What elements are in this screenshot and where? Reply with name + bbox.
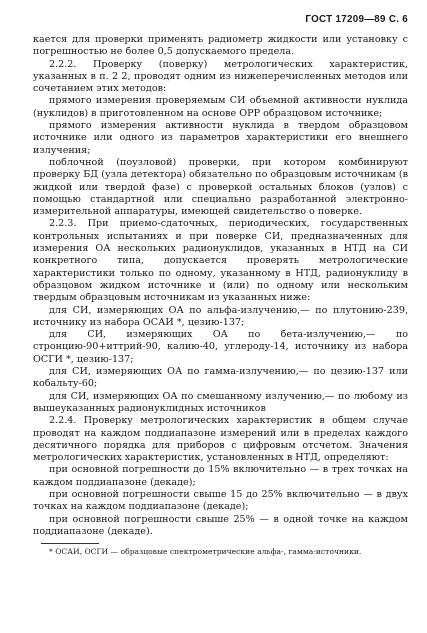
body-paragraph: для СИ, измеряющих ОА по смешанному излучению,— по любому из вышеуказанных радионуклидных источников (33, 390, 408, 414)
body-paragraph: при основной погрешности до 15% включительно — в трех точках на каждом поддиапазоне (декаде); (33, 464, 408, 488)
body-paragraph: 2.2.4. Проверку метрологических характеристик в общем случае проводят на каждом поддиапазоне измерений или в пределах каждого десятичного порядка для приборов с цифровым отсчетом. Значения метрологических характеристик, установленных в НТД, определяют: (33, 415, 408, 464)
body-paragraph: для СИ, измеряющих ОА по бета-излучению,— по стронцию-90+иттрий-90, калию-40, углероду-14, источнику из набора ОСГИ *, цезию-137; (33, 329, 408, 365)
page-header: ГОСТ 17209—89 С. 6 (305, 14, 408, 25)
body-paragraph: при основной погрешности свыше 25% — в одной точке на каждом поддиапазоне (декаде). (33, 513, 408, 537)
body-paragraph: для СИ, измеряющих ОА по гамма-излучению,— по цезию-137 или кобальту-60; (33, 366, 408, 390)
body-paragraph: прямого измерения проверяемым СИ объемной активности нуклида (нуклидов) в приготовленном на основе ОРР образцовом источнике; (33, 95, 408, 119)
document-body (33, 34, 408, 538)
body-paragraph: 2.2.2. Проверку (поверку) метрологических характеристик, указанных в п. 2 2, проводят одним из нижеперечисленных методов или сочетанием этих методов: (33, 58, 408, 95)
body-paragraph: поблочной (поузловой) проверки, при котором комбинируют проверку БД (узла детектора) обязательно по образцовым источникам (в жидкой или твердой фазе) с проверкой остальных блоков (узлов) с помощью стандартной или специально разработанной электронно-измерительной аппаратуры, имеющей свидетельство о поверке. (33, 156, 408, 218)
body-paragraph: 2.2.3. При приемо-сдаточных, периодических, государственных контрольных испытаниях и при поверке СИ, предназначенных для измерения ОА нескольких радионуклидов, указанных в НТД на СИ конкретного типа, допускается проверять метрологические характеристики только по одному, указанному в НТД, радионуклиду в образцовом жидком источнике и (или) по одному или нескольким твердым образцовым источникам из указанных ниже: (33, 218, 408, 304)
document-page (33, 14, 408, 557)
body-paragraph: прямого измерения активности нуклида в твердом образцовом источнике или одного из параметров характеристики его внешнего излучения; (33, 120, 408, 156)
footnote-divider (41, 543, 99, 544)
footnote: * ОСАИ, ОСГИ — образцовые спектрометрические альфа-, гамма-источники. (49, 547, 362, 557)
body-paragraph: при основной погрешности свыше 15 до 25% включительно — в двух точках на каждом поддиапазоне (декаде); (33, 488, 408, 513)
body-paragraph: кается для проверки применять радиометр жидкости или установку с погрешностью не более 0,5 допускаемого предела. (33, 34, 408, 58)
body-paragraph: для СИ, измеряющих ОА по альфа-излучению,— по плутонию-239, источнику из набора ОСАИ *, цезию-137; (33, 304, 408, 328)
